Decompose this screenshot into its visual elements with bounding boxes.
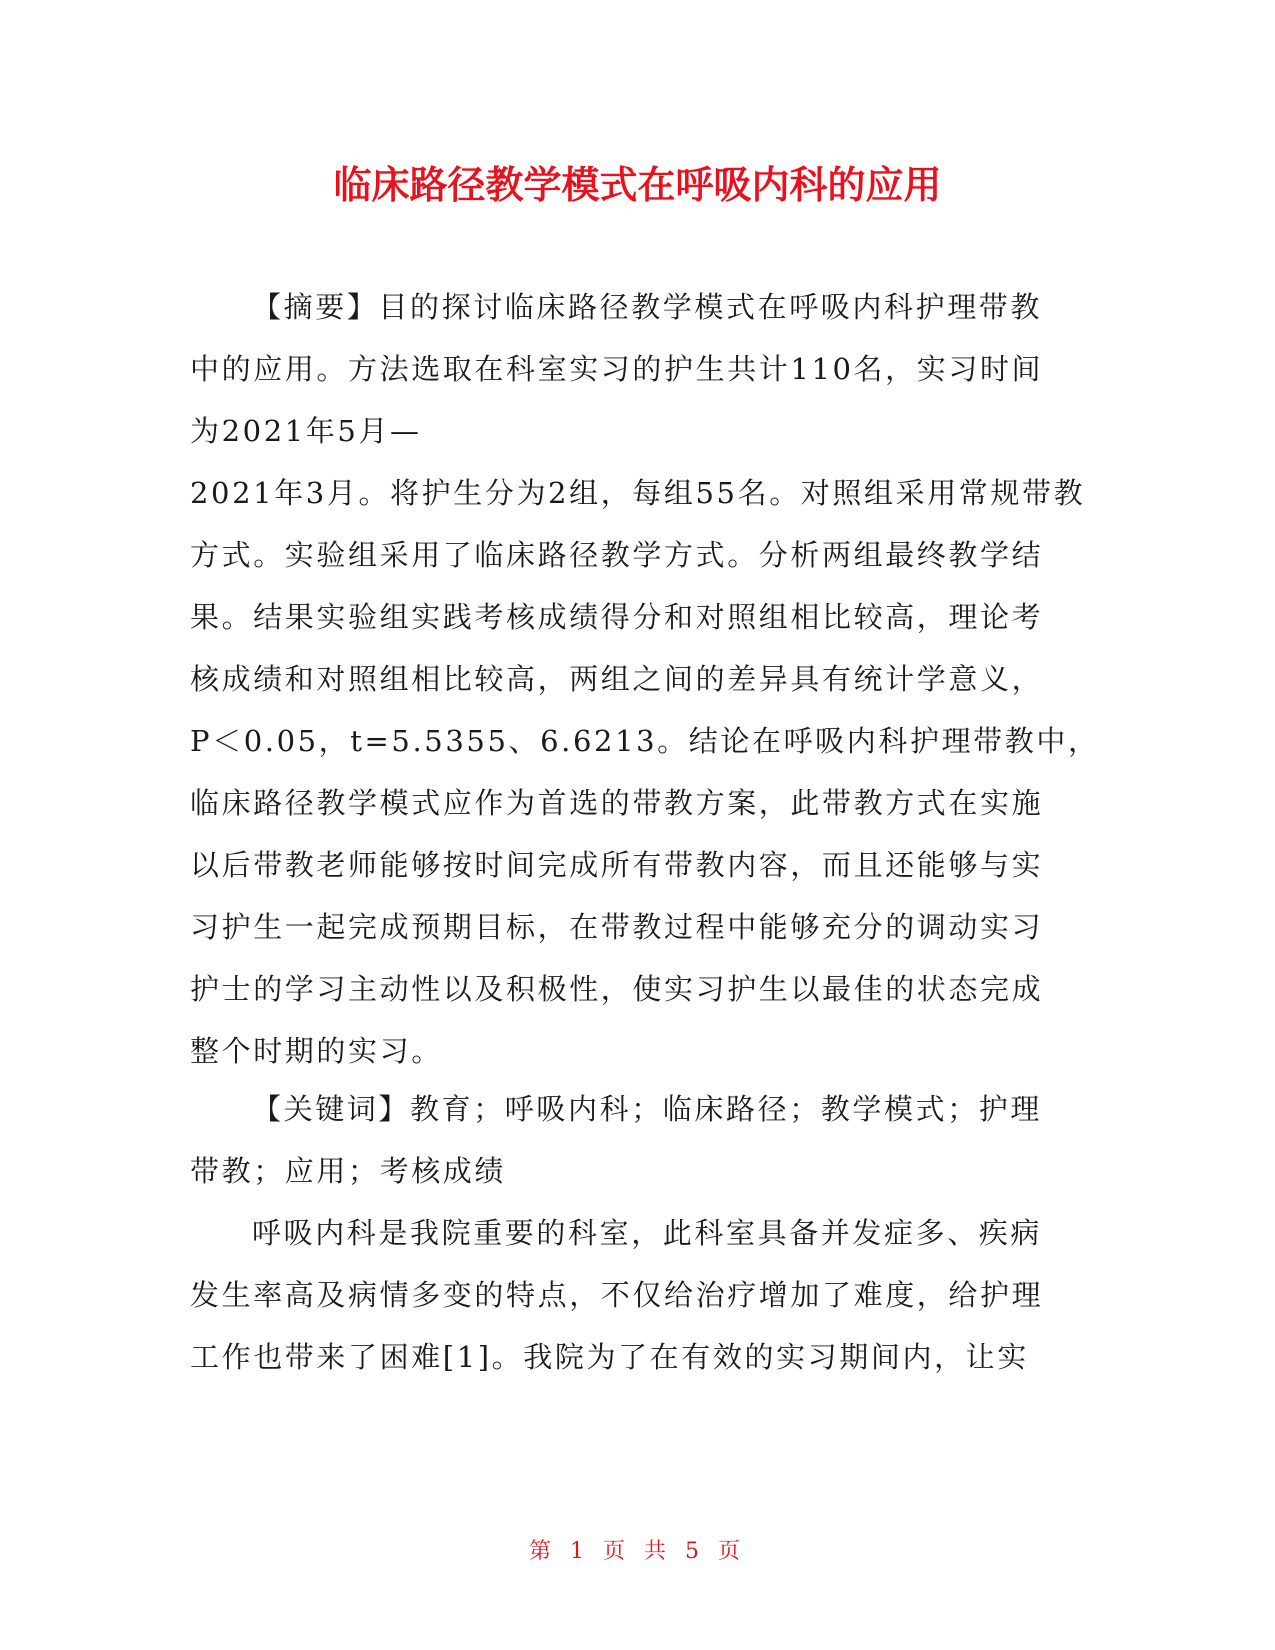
abstract-line: 果。结果实验组实践考核成绩得分和对照组相比较高，理论考 bbox=[190, 600, 1044, 634]
body-line: 呼吸内科是我院重要的科室，此科室具备并发症多、疾病 bbox=[252, 1216, 1043, 1250]
abstract-line: 方式。实验组采用了临床路径教学方式。分析两组最终教学结 bbox=[190, 538, 1044, 572]
abstract-line: 护士的学习主动性以及积极性，使实习护生以最佳的状态完成 bbox=[190, 972, 1044, 1006]
abstract-line: P＜0.05，t=5.5355、6.6213。结论在呼吸内科护理带教中， bbox=[190, 724, 1100, 758]
abstract-line: 【摘要】目的探讨临床路径教学模式在呼吸内科护理带教 bbox=[252, 290, 1043, 324]
body-line: 工作也带来了困难[1]。我院为了在有效的实习期间内，让实 bbox=[190, 1340, 1029, 1374]
abstract-line: 中的应用。方法选取在科室实习的护生共计110名，实习时间 bbox=[190, 352, 1044, 386]
document-title: 临床路径教学模式在呼吸内科的应用 bbox=[333, 163, 942, 207]
body-line: 发生率高及病情多变的特点，不仅给治疗增加了难度，给护理 bbox=[190, 1278, 1044, 1312]
abstract-line: 临床路径教学模式应作为首选的带教方案，此带教方式在实施 bbox=[190, 786, 1044, 820]
page-footer: 第 1 页 共 5 页 bbox=[529, 1539, 746, 1564]
abstract-line: 以后带教老师能够按时间完成所有带教内容，而且还能够与实 bbox=[190, 848, 1044, 882]
abstract-line: 核成绩和对照组相比较高，两组之间的差异具有统计学意义， bbox=[190, 662, 1044, 696]
keywords-line: 带教；应用；考核成绩 bbox=[190, 1154, 507, 1188]
abstract-line: 为2021年5月— bbox=[190, 414, 422, 448]
abstract-line: 2021年3月。将护生分为2组，每组55名。对照组采用常规带教 bbox=[190, 476, 1086, 510]
abstract-line: 整个时期的实习。 bbox=[190, 1034, 443, 1068]
keywords-line: 【关键词】教育；呼吸内科；临床路径；教学模式；护理 bbox=[252, 1092, 1043, 1126]
abstract-line: 习护生一起完成预期目标，在带教过程中能够充分的调动实习 bbox=[190, 910, 1044, 944]
keywords-paragraph bbox=[190, 1078, 1085, 1202]
abstract-paragraph bbox=[190, 276, 1100, 1082]
body-paragraph bbox=[190, 1202, 1085, 1388]
